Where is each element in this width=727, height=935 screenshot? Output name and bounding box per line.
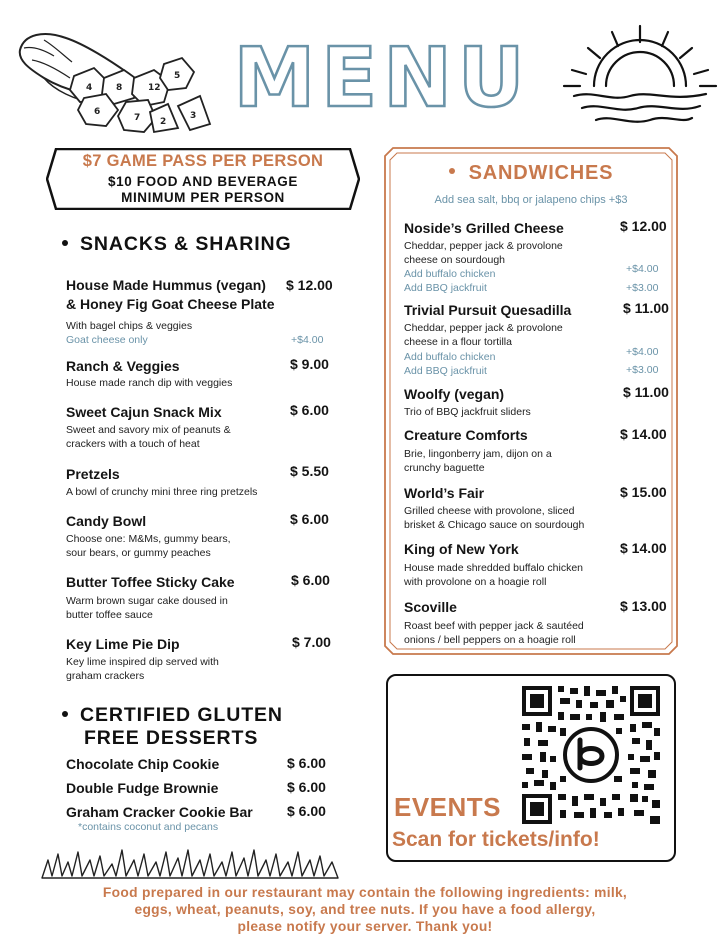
svg-text:5: 5 xyxy=(174,71,181,81)
snack-addon-label: Goat cheese only xyxy=(66,334,148,346)
snack-item-desc: House made ranch dip with veggies xyxy=(66,377,233,389)
sandwich-item-price: $ 11.00 xyxy=(623,300,669,316)
snacks-heading xyxy=(62,233,292,256)
desserts-heading xyxy=(62,704,283,750)
menu-title-text: MENU xyxy=(233,31,531,120)
svg-text:2: 2 xyxy=(160,117,167,127)
sandwich-addon-label: Add buffalo chicken xyxy=(404,351,496,363)
dessert-item-price: $ 6.00 xyxy=(287,779,326,795)
svg-text:7: 7 xyxy=(134,113,141,123)
snack-item-desc: sour bears, or gummy peaches xyxy=(66,547,211,559)
sandwich-item-desc: with provolone on a hoagie roll xyxy=(404,576,547,588)
game-pass-banner xyxy=(46,148,360,210)
svg-text:6: 6 xyxy=(94,107,101,117)
desserts-heading-line1: CERTIFIED GLUTEN xyxy=(80,704,283,726)
snack-item-name: House Made Hummus (vegan) xyxy=(66,277,266,293)
sandwich-item-name: Scoville xyxy=(404,599,457,615)
sandwich-addon-label: Add buffalo chicken xyxy=(404,268,496,280)
sandwich-item-desc: Roast beef with pepper jack & sautéed xyxy=(404,620,584,632)
dessert-item-name: Chocolate Chip Cookie xyxy=(66,756,220,772)
sandwiches-heading-text: SANDWICHES xyxy=(468,162,614,184)
sandwich-item-desc: Grilled cheese with provolone, sliced xyxy=(404,505,575,517)
sandwich-item-desc: brisket & Chicago sauce on sourdough xyxy=(404,519,585,531)
events-label: EVENTS xyxy=(394,792,502,822)
snack-item-price: $ 6.00 xyxy=(290,511,329,527)
snack-item-name: Ranch & Veggies xyxy=(66,358,180,374)
sandwich-item-price: $ 13.00 xyxy=(620,598,667,614)
sandwich-item-desc: onions / bell peppers on a hoagie roll xyxy=(404,634,576,646)
dessert-note: *contains coconut and pecans xyxy=(78,821,219,833)
snack-addon-price: +$4.00 xyxy=(291,334,324,346)
snack-item-price: $ 5.50 xyxy=(290,463,329,479)
sandwiches-heading xyxy=(383,162,679,185)
snack-item-desc: A bowl of crunchy mini three ring pretzels xyxy=(66,486,258,498)
snack-item-name: Butter Toffee Sticky Cake xyxy=(66,574,235,590)
snack-item-desc: Warm brown sugar cake doused in xyxy=(66,595,228,607)
sandwich-addon-price: +$4.00 xyxy=(626,263,659,275)
sandwich-item-desc: crunchy baguette xyxy=(404,462,485,474)
sandwiches-chips-note: Add sea salt, bbq or jalapeno chips +$3 xyxy=(434,194,628,206)
bullet-icon xyxy=(62,711,68,717)
svg-text:8: 8 xyxy=(116,83,123,93)
snack-item-price: $ 12.00 xyxy=(286,277,333,293)
allergy-notice-line3: please notify your server. Thank you! xyxy=(237,919,493,934)
snack-item-desc: butter toffee sauce xyxy=(66,609,153,621)
sun-waves-icon xyxy=(560,20,720,130)
grass-illustration xyxy=(40,846,340,882)
sandwich-item-price: $ 15.00 xyxy=(620,484,667,500)
allergy-notice-line2: eggs, wheat, peanuts, soy, and tree nuts. If you have a food allergy, xyxy=(134,902,596,917)
snack-item-name: Sweet Cajun Snack Mix xyxy=(66,404,222,420)
svg-text:3: 3 xyxy=(190,111,197,121)
sandwich-addon-price: +$4.00 xyxy=(626,346,659,358)
game-pass-price: $7 GAME PASS PER PERSON xyxy=(82,152,324,170)
food-minimum-line1: $10 FOOD AND BEVERAGE xyxy=(108,174,298,189)
svg-text:4: 4 xyxy=(86,83,93,93)
dessert-item-price: $ 6.00 xyxy=(287,755,326,771)
sandwich-item-name: World’s Fair xyxy=(404,485,485,501)
svg-text:12: 12 xyxy=(148,83,161,93)
food-minimum xyxy=(46,174,360,206)
sandwich-item-desc: Brie, lingonberry jam, dijon on a xyxy=(404,448,552,460)
dessert-item-price: $ 6.00 xyxy=(287,803,326,819)
menu-title xyxy=(232,30,532,120)
food-minimum-line2: MINIMUM PER PERSON xyxy=(121,190,285,205)
snacks-heading-text: SNACKS & SHARING xyxy=(80,233,292,255)
dessert-item-name: Graham Cracker Cookie Bar xyxy=(66,804,253,820)
snack-item-name: Candy Bowl xyxy=(66,513,147,529)
snack-item-desc: Choose one: M&Ms, gummy bears, xyxy=(66,533,231,545)
snack-item-name: Pretzels xyxy=(66,466,120,482)
sandwich-addon-price: +$3.00 xyxy=(626,364,659,376)
sandwich-item-price: $ 12.00 xyxy=(620,218,667,234)
sandwich-item-name: Woolfy (vegan) xyxy=(404,386,505,402)
sandwich-item-name: King of New York xyxy=(404,541,519,557)
sandwich-addon-label: Add BBQ jackfruit xyxy=(404,365,487,377)
snack-item-desc: crackers with a touch of heat xyxy=(66,438,200,450)
allergy-notice-line1: Food prepared in our restaurant may contain the following ingredients: milk, xyxy=(102,885,628,900)
sandwich-item-desc: cheese in a flour tortilla xyxy=(404,336,512,348)
events-scan-text: Scan for tickets/info! xyxy=(392,828,600,851)
snack-item-desc: Key lime inspired dip served with xyxy=(66,656,219,668)
sandwich-item-price: $ 14.00 xyxy=(620,426,667,442)
dessert-item-name: Double Fudge Brownie xyxy=(66,780,219,796)
bullet-icon xyxy=(449,168,455,174)
sandwich-item-name: Trivial Pursuit Quesadilla xyxy=(404,302,572,318)
allergy-notice xyxy=(40,884,690,935)
snack-item-price: $ 7.00 xyxy=(292,634,331,650)
sandwich-item-name: Creature Comforts xyxy=(404,427,528,443)
events-panel xyxy=(386,674,676,862)
snack-item-desc: Sweet and savory mix of peanuts & xyxy=(66,424,231,436)
sandwich-item-desc: cheese on sourdough xyxy=(404,254,505,266)
dice-bag-illustration xyxy=(14,20,214,138)
sandwich-addon-label: Add BBQ jackfruit xyxy=(404,282,487,294)
bullet-icon xyxy=(62,240,68,246)
sandwich-item-desc: House made shredded buffalo chicken xyxy=(404,562,584,574)
sandwich-item-name: Noside’s Grilled Cheese xyxy=(404,220,564,236)
snack-item-desc: graham crackers xyxy=(66,670,145,682)
desserts-heading-line2: FREE DESSERTS xyxy=(84,727,259,749)
sandwich-addon-price: +$3.00 xyxy=(626,282,659,294)
sandwich-item-desc: Trio of BBQ jackfruit sliders xyxy=(404,406,531,418)
qr-code-icon[interactable] xyxy=(520,684,662,826)
sandwich-item-desc: Cheddar, pepper jack & provolone xyxy=(404,240,563,252)
snack-item-price: $ 6.00 xyxy=(290,402,329,418)
snack-item-name-line2: & Honey Fig Goat Cheese Plate xyxy=(66,296,275,312)
snack-item-desc: With bagel chips & veggies xyxy=(66,320,193,332)
snack-item-price: $ 9.00 xyxy=(290,356,329,372)
sandwich-item-price: $ 11.00 xyxy=(623,384,669,400)
sandwich-item-desc: Cheddar, pepper jack & provolone xyxy=(404,322,563,334)
snack-item-price: $ 6.00 xyxy=(291,572,330,588)
sandwich-item-price: $ 14.00 xyxy=(620,540,667,556)
snack-item-name: Key Lime Pie Dip xyxy=(66,636,180,652)
